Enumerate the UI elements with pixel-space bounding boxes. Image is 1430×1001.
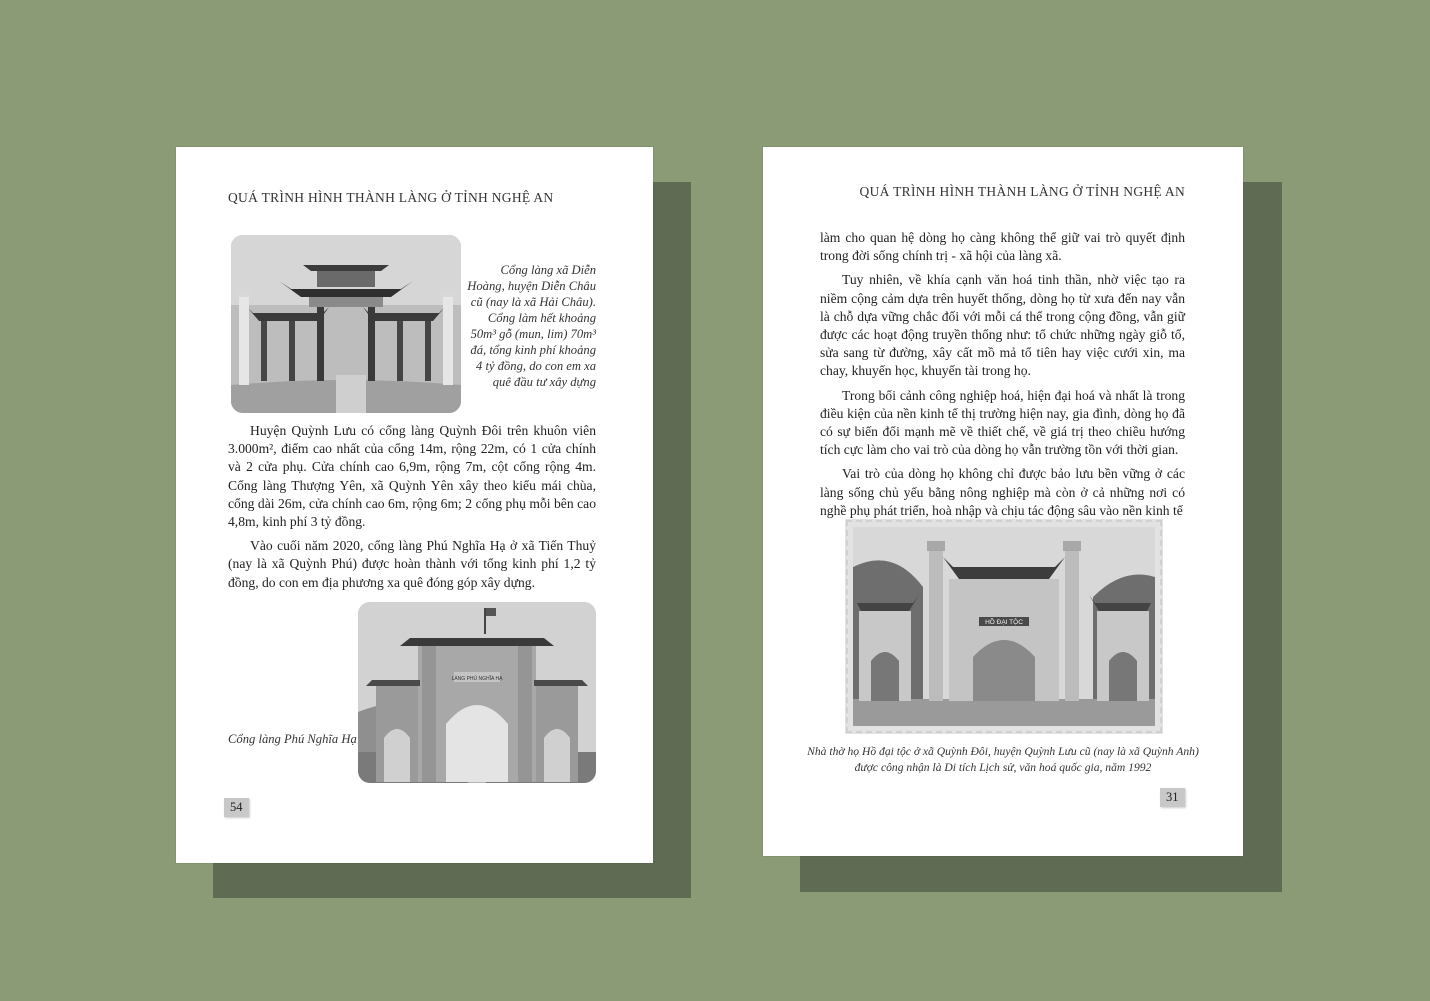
left-page	[176, 147, 653, 863]
left-running-head: QUÁ TRÌNH HÌNH THÀNH LÀNG Ở TỈNH NGHỆ AN	[228, 190, 554, 205]
dien-hoang-gate-photo	[231, 235, 461, 413]
right-page-number: 31	[1160, 788, 1185, 807]
phu-nghia-ha-gate-photo	[358, 602, 596, 783]
right-paragraph-2: Tuy nhiên, về khía cạnh văn hoá tinh thần, nhờ việc tạo ra niềm cộng cảm dựa trên huyết thống, dòng họ từ xưa đến nay vẫn là chỗ dựa vững chắc đối với mỗi cá thể trong cộng đồng, vẫn giữ được các hoạt động truyền thống như: tổ chức những ngày giỗ tổ, sửa sang từ đường, xây cất mồ mả tổ tiên hay việc cưới xin, ma chay, khuyến học, khuyến tài trong họ.	[820, 272, 1185, 379]
right-paragraph-4: Vai trò của dòng họ không chỉ được bảo lưu bền vững ở các làng sống chủ yếu bằng nông nghiệp mà còn ở cả những nơi có nghề phụ phát triển, hoà nhập và chịu tác động sâu vào nền kinh tế	[820, 466, 1185, 518]
top-photo-caption: Cổng làng xã Diễn Hoàng, huyện Diễn Châu cũ (nay là xã Hải Châu). Cổng làm hết khoảng 50m³ gỗ (mun, lim) 70m³ đá, tổng kinh phí khoảng 4 tỷ đồng, do con em xa quê đầu tư xây dựng	[467, 263, 596, 389]
right-running-head: QUÁ TRÌNH HÌNH THÀNH LÀNG Ở TỈNH NGHỆ AN	[859, 184, 1185, 199]
right-photo-caption-line-2: được công nhận là Di tích Lịch sử, văn hoá quốc gia, năm 1992	[854, 761, 1152, 774]
right-photo-caption	[803, 744, 1203, 776]
bottom-photo-caption: Cổng làng Phú Nghĩa Hạ	[228, 732, 357, 746]
left-body-text	[228, 422, 596, 598]
right-page	[763, 147, 1243, 856]
photo-sign-text: HỒ ĐẠI TỘC	[985, 619, 1023, 626]
left-paragraph-2: Vào cuối năm 2020, cổng làng Phú Nghĩa Hạ ở xã Tiến Thuỷ (nay là xã Quỳnh Phú) được hoàn thành với tổng kinh phí 1,2 tỷ đồng, do con em địa phương xa quê đóng góp xây dựng.	[228, 538, 596, 590]
left-page-number: 54	[224, 798, 249, 817]
right-body-text	[820, 229, 1185, 526]
left-paragraph-1: Huyện Quỳnh Lưu có cổng làng Quỳnh Đôi trên khuôn viên 3.000m², điểm cao nhất của cổng 14m, rộng 22m, có 1 cửa chính và 2 cửa phụ. Cửa chính cao 6,9m, rộng 7m, cột cổng rộng 4m. Cổng làng Thượng Yên, xã Quỳnh Yên xây theo kiểu mái chùa, cổng dài 26m, cửa chính cao 6m, rộng 6m; 2 cổng phụ mỗi bên cao 4,8m, kinh phí 3 tỷ đồng.	[228, 423, 596, 530]
right-photo-caption-line-1: Nhà thờ họ Hồ đại tộc ở xã Quỳnh Đôi, huyện Quỳnh Lưu cũ (nay là xã Quỳnh Anh)	[807, 745, 1199, 758]
gate-sign-text: LÀNG PHÚ NGHĨA HẠ	[451, 676, 503, 682]
right-paragraph-3: Trong bối cảnh công nghiệp hoá, hiện đại hoá và nhất là trong điều kiện của nền kinh tế thị trường hiện nay, gia đình, dòng họ đã có sự biến đổi mạnh mẽ về thiết chế, về giá trị theo chiều hướng tích cực làm cho vai trò của dòng họ vẫn trường tồn với thời gian.	[820, 387, 1185, 458]
right-paragraph-1: làm cho quan hệ dòng họ càng không thể giữ vai trò quyết định trong đời sống chính trị - xã hội của làng xã.	[820, 230, 1185, 264]
ho-dai-toc-temple-photo	[853, 527, 1155, 726]
